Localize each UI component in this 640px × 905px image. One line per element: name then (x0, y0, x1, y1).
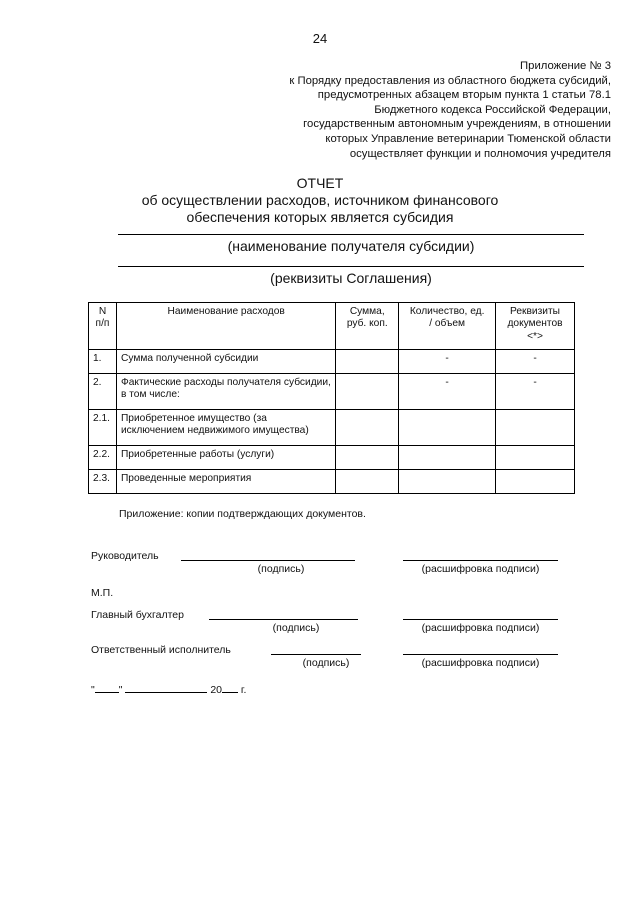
table-row (89, 350, 575, 374)
title-line: обеспечения которых является субсидия (186, 209, 454, 225)
cell-sum (336, 446, 399, 470)
table-row (89, 446, 575, 470)
year-blank (222, 682, 238, 693)
appendix-line: Бюджетного кодекса Российской Федерации, (374, 103, 611, 116)
appendix-line: Приложение № 3 (520, 60, 611, 72)
executor-signature-line (271, 654, 361, 655)
cell-sum (336, 470, 399, 494)
header-qty-line: Количество, ед. (409, 306, 485, 317)
cell-quantity: - (399, 350, 496, 374)
cell-name: Фактические расходы получателя субсидии, в том числе: (116, 374, 335, 410)
chief-accountant-signature-line (209, 619, 358, 620)
head-signature-line (181, 560, 355, 561)
header-req-line: <*> (527, 330, 543, 342)
title-line: об осуществлении расходов, источником финансового (141, 192, 499, 208)
cell-requisites: - (496, 350, 575, 374)
cell-quantity (399, 446, 496, 470)
cell-name: Проведенные мероприятия (116, 470, 335, 494)
document-title (0, 175, 640, 226)
appendix-line: осуществляет функции и полномочия учредителя (349, 147, 611, 160)
head-label: Руководитель (91, 550, 159, 562)
agreement-caption: (реквизиты Соглашения) (270, 270, 432, 286)
year-suffix: г. (240, 684, 247, 696)
executor-decoding-caption: (расшифровка подписи) (421, 657, 540, 669)
cell-num: 2. (89, 374, 117, 410)
cell-requisites: - (496, 374, 575, 410)
day-blank (95, 682, 119, 693)
agreement-line (118, 266, 584, 267)
cell-sum (336, 350, 399, 374)
table-row (89, 374, 575, 410)
header-quantity (399, 303, 496, 350)
header-num (89, 303, 117, 350)
appendix-line: которых Управление ветеринарии Тюменской области (325, 132, 611, 145)
cell-sum (336, 374, 399, 410)
header-sum-line: руб. коп. (346, 318, 388, 330)
cell-name: Приобретенное имущество (за исключением недвижимого имущества) (116, 410, 335, 446)
cell-quantity: - (399, 374, 496, 410)
executor-signature-caption: (подпись) (302, 657, 350, 669)
header-num-line: п/п (95, 318, 110, 330)
date-quote-close: " (118, 684, 123, 696)
appendix-line: государственным автономным учреждениям, в отношении (303, 118, 611, 131)
header-sum (336, 303, 399, 350)
header-sum-line: Сумма, (349, 306, 385, 317)
year-prefix: 20 (210, 684, 222, 696)
cell-name: Приобретенные работы (услуги) (116, 446, 335, 470)
executor-decoding-line (403, 654, 558, 655)
page-number: 24 (312, 31, 328, 46)
chief-accountant-decoding-line (403, 619, 558, 620)
date-line (91, 682, 246, 696)
appendix-line: предусмотренных абзацем вторым пункта 1 статьи 78.1 (317, 89, 611, 102)
cell-num: 2.3. (89, 470, 117, 494)
date-quote-open: " (91, 684, 95, 696)
head-signature-caption: (подпись) (257, 563, 305, 575)
executor-label: Ответственный исполнитель (91, 644, 231, 656)
head-decoding-caption: (расшифровка подписи) (421, 563, 540, 575)
table-header-row (89, 303, 575, 350)
header-name: Наименование расходов (116, 303, 335, 350)
appendix-line: к Порядку предоставления из областного бюджета субсидий, (289, 74, 611, 87)
head-decoding-line (403, 560, 558, 561)
cell-quantity (399, 410, 496, 446)
chief-accountant-decoding-caption: (расшифровка подписи) (421, 622, 540, 634)
header-num-line: N (98, 306, 107, 317)
title-line: ОТЧЕТ (296, 175, 344, 191)
cell-num: 2.1. (89, 410, 117, 446)
cell-requisites (496, 410, 575, 446)
expense-report-table (88, 302, 575, 494)
recipient-caption: (наименование получателя субсидии) (227, 238, 475, 254)
header-qty-line: / объем (429, 318, 466, 330)
chief-accountant-label: Главный бухгалтер (91, 609, 184, 621)
appendix-note: Приложение: копии подтверждающих документов. (119, 508, 366, 520)
header-requisites (496, 303, 575, 350)
cell-name: Сумма полученной субсидии (116, 350, 335, 374)
stamp-place-label: М.П. (91, 587, 114, 599)
header-req-line: документов (507, 318, 563, 330)
cell-requisites (496, 470, 575, 494)
cell-requisites (496, 446, 575, 470)
header-req-line: Реквизиты (510, 306, 560, 317)
cell-sum (336, 410, 399, 446)
cell-num: 2.2. (89, 446, 117, 470)
table-row (89, 470, 575, 494)
table-row (89, 410, 575, 446)
cell-quantity (399, 470, 496, 494)
recipient-name-line (118, 234, 584, 235)
chief-accountant-signature-caption: (подпись) (272, 622, 320, 634)
month-blank (125, 682, 207, 693)
cell-num: 1. (89, 350, 117, 374)
appendix-header (211, 59, 611, 161)
